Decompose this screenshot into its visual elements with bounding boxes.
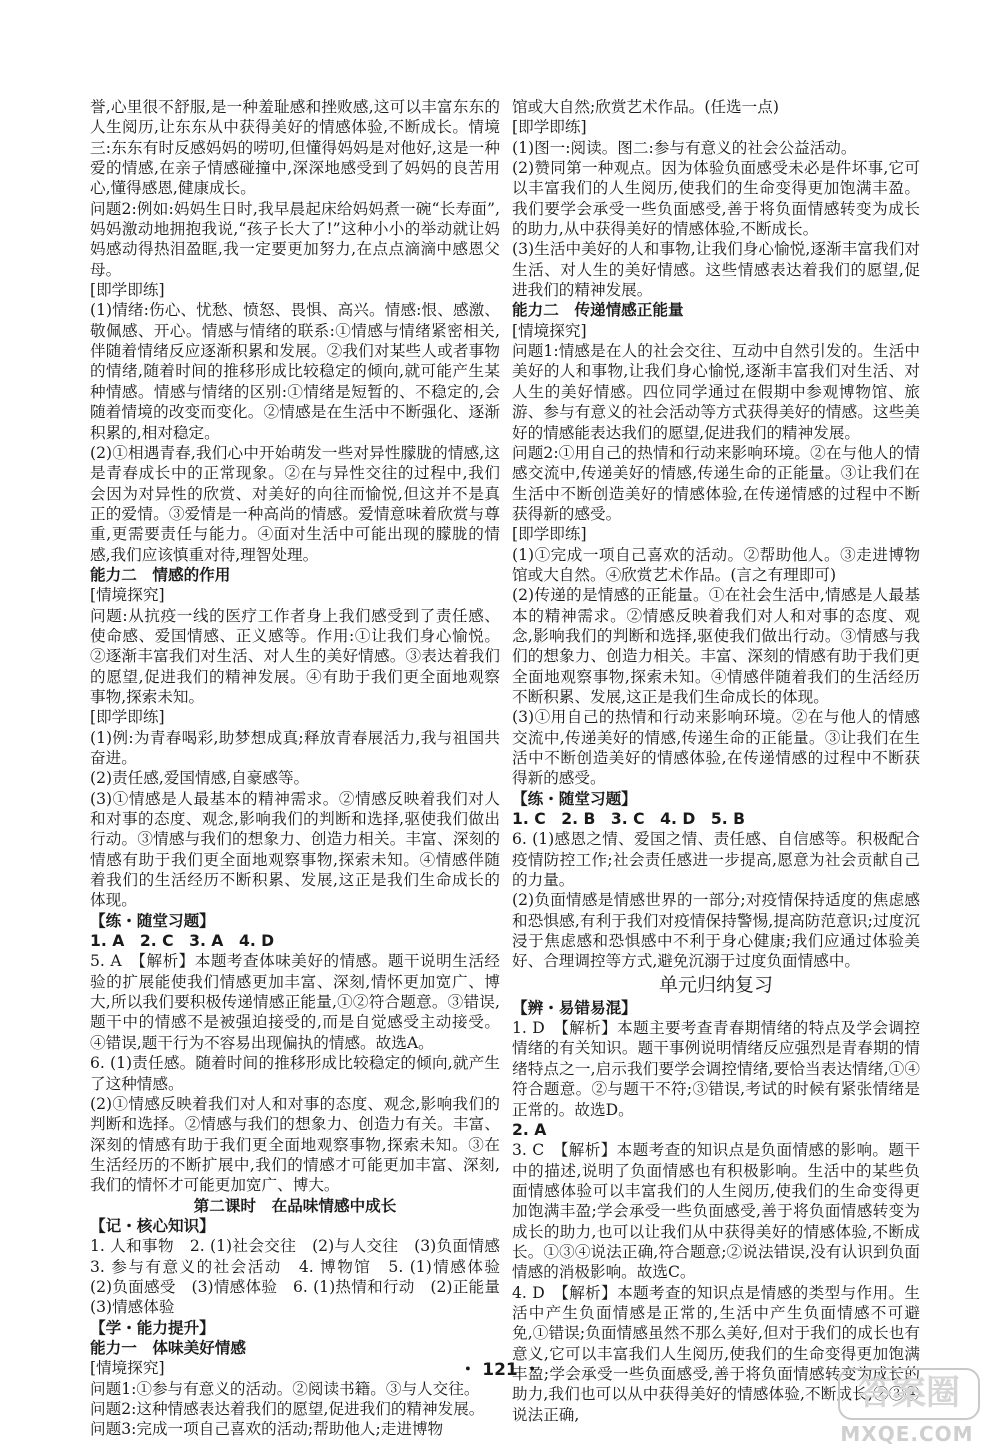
paragraph: [即学即练] <box>90 708 165 727</box>
paragraph: 【练・随堂习题】 <box>90 911 215 930</box>
paragraph: 能力二 情感的作用 <box>90 565 231 584</box>
right-column <box>512 97 920 1425</box>
paragraph: 问题2:这种情感表达着我们的愿望,促进我们的精神发展。 <box>90 1400 485 1418</box>
paragraph: (1)①完成一项自己喜欢的活动。②帮助他人。③走进博物馆或大自然。④欣赏艺术作品。(言之有理即可) <box>512 545 920 584</box>
page-number: ・ 121 ・ <box>459 1360 541 1380</box>
paragraph: 4. D 【解析】本题考查的知识点是情感的类型与作用。生活中产生负面情感是正常的,生活中产生负面情感不可避免,①错误;负面情感虽然不那么美好,但对于我们的成长也有意义,它可以丰富我们人生阅历,使我们的生命变得更加饱满丰盈;学会承受一些负面感受,善于将负面情感转变为成长的助力,我们也可以从中获得美好的情感体验,不断成长,②③④说法正确, <box>512 1283 920 1424</box>
paragraph: 【记・核心知识】 <box>90 1216 215 1235</box>
paragraph: (2)传递的是情感的正能量。①在社会生活中,情感是人最基本的精神需求。②情感反映着我们对人和对事的态度、观念,影响我们的判断和选择,驱使我们做出行动。③情感与我们的想象力、创造力相关。丰富、深刻的情感有助于我们更全面地观察事物,探索未知。④情感伴随着我们的生活经历不断积累、发展,这正是我们生命成长的体现。 <box>512 586 920 706</box>
paragraph: [即学即练] <box>512 525 587 544</box>
paragraph: 能力二 传递情感正能量 <box>512 301 684 320</box>
paragraph: 【学・能力提升】 <box>90 1318 215 1337</box>
paragraph: 单元归纳复习 <box>658 973 773 996</box>
paragraph: (1)情绪:伤心、忧愁、愤怒、畏惧、高兴。情感:恨、感激、敬佩感、开心。情感与情绪的联系:①情感与情绪紧密相关,伴随着情绪反应逐渐积累和发展。②我们对某些人或者事物的情绪,随着时间的推移形成比较稳定的倾向,就可能产生某种情感。情感与情绪的区别:①情绪是短暂的、不稳定的,会随着情境的改变而变化。②情感是在生活中不断强化、逐渐积累的,相对稳定。 <box>90 301 500 442</box>
paragraph: 誉,心里很不舒服,是一种羞耻感和挫败感,这可以丰富东东的人生阅历,让东东从中获得美好的情感体验,不断成长。情境三:东东有时反感妈妈的唠叨,但懂得妈妈是对他好,这是一种爱的情感,在亲子情感碰撞中,深深地感受到了妈妈的良苦用心,懂得感恩,健康成长。 <box>90 98 500 198</box>
paragraph: 问题3:完成一项自己喜欢的活动;帮助他人;走进博物 <box>90 1420 444 1439</box>
paragraph: [情境探究] <box>90 1359 165 1378</box>
paragraph: 问题:从抗疫一线的医疗工作者身上我们感受到了责任感、使命感、爱国情感、正义感等。作用:①让我们身心愉悦。②逐渐丰富我们对生活、对人生的美好情感。③表达着我们的愿望,促进我们的精神发展。④有助于我们更全面地观察事物,探索未知。 <box>90 606 500 706</box>
paragraph: [即学即练] <box>512 118 587 137</box>
paragraph: 1. 人和事物 2. (1)社会交往 (2)与人交往 (3)负面情感 3. 参与有意义的社会活动 4. 博物馆 5. (1)情感体验 (2)负面感受 (3)情感体验 6. (1)热情和行动 (2)正能量 (3)情感体验 <box>90 1237 516 1317</box>
left-column <box>90 97 516 1440</box>
paragraph: (2)赞同第一种观点。因为体验负面感受未必是件坏事,它可以丰富我们的人生阅历,使我们的生命变得更加饱满丰盈。我们要学会承受一些负面感受,善于将负面情感转变为成长的助力,从中获得美好的情感体验,不断成长。 <box>512 159 920 239</box>
paragraph: 1. A 2. C 3. A 4. D <box>90 932 275 951</box>
paragraph: (2)负面情感是情感世界的一部分;对疫情保持适度的焦虑感和恐惧感,有利于我们对疫情保持警惕,提高防范意识;过度沉浸于焦虑感和恐惧感中不利于身心健康;我们应通过体验美好、合理调控等方式,避免沉溺于过度负面情感中。 <box>512 891 920 971</box>
paragraph: 问题1:情感是在人的社会交往、互动中自然引发的。生活中美好的人和事物,让我们身心愉悦,逐渐丰富我们对生活、对人生的美好情感。四位同学通过在假期中参观博物馆、旅游、参与有意义的社会活动等方式获得美好的情感。这些美好的情感能表达我们的愿望,促进我们的精神发展。 <box>512 342 920 442</box>
paragraph: (2)①情感反映着我们对人和对事的态度、观念,影响我们的判断和选择。②情感与我们的想象力、创造力有关。丰富、深刻的情感有助于我们更全面地观察事物,探索未知。③在生活经历的不断扩展中,我们的情感才可能更加丰富、深刻,我们的情怀才可能更加宽广、博大。 <box>90 1094 500 1195</box>
watermark-site: MXQE.COM <box>840 1422 974 1446</box>
paragraph: 【练・随堂习题】 <box>512 789 637 808</box>
paragraph: (1)例:为青春喝彩,助梦想成真;释放青春展活力,我与祖国共奋进。 <box>90 728 500 767</box>
paragraph: 问题2:①用自己的热情和行动来影响环境。②在与他人的情感交流中,传递美好的情感,传递生命的正能量。③让我们在生活中不断创造美好的情感体验,在传递情感的过程中不断获得新的感受。 <box>512 443 920 523</box>
paragraph: 6. (1)感恩之情、爱国之情、责任感、自信感等。积极配合疫情防控工作;社会责任感进一步提高,愿意为社会贡献自己的力量。 <box>512 830 920 890</box>
paragraph: [情境探究] <box>512 321 587 340</box>
paragraph: (2)责任感,爱国情感,自豪感等。 <box>90 769 310 788</box>
paragraph: (3)①情感是人最基本的精神需求。②情感反映着我们对人和对事的态度、观念,影响我们的判断和选择,驱使我们做出行动。③情感与我们的想象力、创造力相关。丰富、深刻的情感有助于我们更全面地观察事物,探索未知。④情感伴随着我们的生活经历不断积累、发展,这正是我们生命成长的体现。 <box>90 789 500 910</box>
paragraph: [情境探究] <box>90 586 165 605</box>
paragraph: 3. C 【解析】本题考查的知识点是负面情感的影响。题干中的描述,说明了负面情感也有积极影响。生活中的某些负面情感体验可以丰富我们的人生阅历,使我们的生命变得更加饱满丰盈;学会承受一些负面感受,善于将负面情感转变为成长的助力,也可以让我们从中获得美好的情感体验,不断成长。①③④说法正确,符合题意;②说法错误,没有认识到负面情感的消极影响。故选C。 <box>512 1141 920 1282</box>
paragraph: [即学即练] <box>90 281 165 300</box>
watermark-logo <box>838 1368 976 1444</box>
paragraph: 第二课时 在品味情感中成长 <box>193 1196 397 1215</box>
paragraph: (3)生活中美好的人和事物,让我们身心愉悦,逐渐丰富我们对生活、对人生的美好情感。这些情感表达着我们的愿望,促进我们的精神发展。 <box>512 240 920 300</box>
watermark-text: 答案圈 <box>838 1368 980 1420</box>
paragraph: 1. C 2. B 3. C 4. D 5. B <box>512 810 745 829</box>
paragraph: (3)①用自己的热情和行动来影响环境。②在与他人的情感交流中,传递美好的情感,传递生命的正能量。③让我们在生活中不断创造美好的情感体验,在传递情感的过程中不断获得新的感受。 <box>512 708 920 788</box>
paragraph: 2. A <box>512 1120 547 1139</box>
paragraph: 1. D 【解析】本题主要考查青春期情绪的特点及学会调控情绪的有关知识。题干事例说明情绪反应强烈是青春期的情绪特点之一,启示我们要学会调控情绪,要恰当表达情绪,①④符合题意。②与题干不符;③错误,考试的时候有紧张情绪是正常的。故选D。 <box>512 1019 920 1119</box>
paragraph: 【辨・易错易混】 <box>512 998 637 1017</box>
paragraph: (1)图一:阅读。图二:参与有意义的社会公益活动。 <box>512 138 857 157</box>
paragraph: (2)①相遇青春,我们心中开始萌发一些对异性朦胧的情感,这是青春成长中的正常现象。②在与异性交往的过程中,我们会因为对异性的欣赏、对美好的向往而愉悦,但这并不是真正的爱情。③爱情是一种高尚的情感。爱情意味着欣赏与尊重,更需要责任与能力。④面对生活中可能出现的朦胧的情感,我们应该慎重对待,理智处理。 <box>90 443 500 564</box>
paragraph: 能力一 体味美好情感 <box>90 1338 246 1357</box>
paragraph: 6. (1)责任感。随着时间的推移形成比较稳定的倾向,就产生了这种情感。 <box>90 1054 500 1093</box>
paragraph: 问题2:例如:妈妈生日时,我早晨起床给妈妈煮一碗“长寿面”,妈妈激动地拥抱我说,“孩子长大了!”这种小小的举动就让妈妈感动得热泪盈眶,我一定要更加努力,在点点滴滴中感恩父母。 <box>90 199 500 279</box>
paragraph: 5. A 【解析】本题考查体味美好的情感。题干说明生活经验的扩展能使我们情感更加丰富、深刻,情怀更加宽广、博大,所以我们要积极传递情感正能量,①②符合题意。③错误,题干中的情感不是被强迫接受的,而是自觉感受主动接受。④错误,题干行为不容易出现偏执的情感。故选A。 <box>90 952 500 1052</box>
paragraph: 问题1:①参与有意义的活动。②阅读书籍。③与人交往。 <box>90 1379 480 1398</box>
paragraph: 馆或大自然;欣赏艺术作品。(任选一点) <box>512 98 779 116</box>
